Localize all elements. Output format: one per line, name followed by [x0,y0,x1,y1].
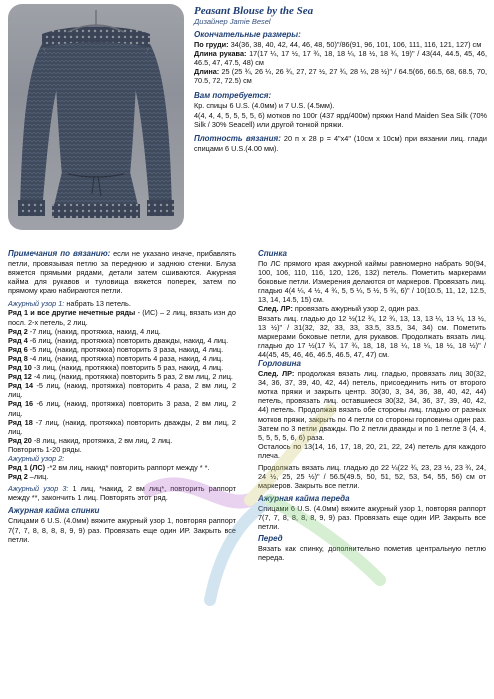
front-edge-text: Спицами 6 U.S. (4.0мм) вяжите ажурный узор 1, повторяя раппорт 7(7, 7, 8, 8, 8, 8, 9, 9) раз. Провязать еще один ИР. Закрыть все петли. [258,504,486,532]
lace2-row-1: Ряд 1 (ЛС) -*2 вм лиц, накид* повторить раппорт между * *. [8,463,210,473]
lace-row: Ряд 14 -5 лиц, (накид, протяжка) повторить 4 раза, 2 вм лиц, 2 лиц. [8,381,237,400]
front-edge-heading: Ажурная кайма переда [258,494,350,504]
materials-heading: Вам потребуется: [194,91,272,101]
right-column [258,249,486,562]
sleeve-length: Длина рукава: 17(17 ¼, 17 ½, 17 ¾, 18, 18 ¼, 18 ½, 18 ¾, 19)" / 43(44, 44.5, 45, 46, 46.5, 47, 47.5, 48) см [194,49,487,68]
chest-size: По груди: 34(36, 38, 40, 42, 44, 46, 48, 50)"/86(91, 96, 101, 106, 111, 116, 121, 127) см [194,40,482,49]
left-column [8,249,236,544]
gauge: Плотность вязания: 20 п x 28 р = 4"x4" (10см x 10см) при вязании лиц. глади спицами 6 U.S.(4.00 мм). [194,133,487,153]
lace-row: Ряд 8 -4 лиц, (накид, протяжка) повторить 4 раза, накид, 4 лиц. [8,353,224,363]
lace-row: Ряд 10 -3 лиц, (накид, протяжка) повторить 5 раз, накид, 4 лиц. [8,363,224,373]
lace-pattern-2-heading: Ажурный узор 2: [8,453,65,463]
lace-pattern-3: Ажурный узор 3: 1 лиц, *накид, 2 вм лиц*, повторить раппорт между **, закончить 1 лиц. Повторять этот ряд. [8,484,236,503]
neckline-paragraph-1: След. ЛР: продолжая вязать лиц. гладью, провязать лиц 30(32, 34, 36, 37, 39, 40, 42, 44) петель, присоединить нить от второго мотка пряжи и закрыть центр. 30(30, 3, 34, 36, 38, 40, 42, 44) петель, провязать лиц. оставшиеся 30(32, 34, 36, 37, 39, 40, 42, 44) петель. Продолжая вязать обе стороны лиц. гладью от разных мотков пряжи, закрыть по 4 петли со стороны горловины один раз. Затем по 3 петли дважды. По 2 петли дважды и по 1 петле 3 (4, 4, 5, 5, 5, 5, 6, 6) раза. [258,369,487,442]
blouse-photo [8,4,184,230]
neckline-heading: Горловина [258,359,301,369]
back-paragraph-3: Вязать лиц. гладью до 12 ½(12 ¾, 12 ¾, 13, 13, 13 ¼, 13 ¼, 13 ½, 13 ½)" / 31(32, 32, 33, 33, 33.5, 33.5, 34, 34) см. Пометить маркерами боковые петли, для рукавов. Продолжать вязать лиц. гладью до 17 ½(17 ¾, 17 ¾, 18, 18, 18 ¼, 18 ¼, 18 ½, 18 ½)" / 44(45, 45, 46, 46, 46.5, 46.5, 47, 47) см. [258,313,486,359]
lace-row: Ряд 2 -7 лиц, (накид, протяжка, накид, 4 лиц. [8,326,161,336]
pattern-title: Peasant Blouse by the Sea [194,5,314,17]
front-text: Вязать как спинку, дополнительно пометив центральную петлю переда. [258,543,486,562]
lace-row: Ряд 12 -4 лиц, (накид, протяжка) повторить 5 раз, 2 вм лиц, 2 лиц. [8,372,233,382]
lace-row: Ряд 20 -8 лиц, накид, протяжка, 2 вм лиц, 2 лиц. [8,435,173,445]
total-length: Длина: 25 (25 ¾, 26 ¼, 26 ¾, 27, 27 ½, 27 ¾, 28 ¼, 28 ½)" / 64.5(66, 66.5, 68, 68.5, 70, 70.5, 72, 72.5) см [194,67,487,86]
back-edge-heading: Ажурная кайма спинки [8,506,100,516]
back-edge-text: Спицами 6 U.S. (4.0мм) вяжите ажурный узор 1, повторяя раппорт 7(7, 7, 8, 8, 8, 8, 9, 9) раз. Провязать еще один ИР. Закрыть все петли. [8,516,236,544]
lace-row: Ряд 16 -6 лиц, (накид, протяжка) повторить 3 раза, 2 вм лиц, 2 лиц. [8,399,237,418]
sizes-heading: Окончательные размеры: [194,30,301,39]
front-heading: Перед [258,533,283,543]
back-paragraph-1: По ЛС прямого края ажурной каймы равномерно набрать 90(94, 100, 106, 110, 116, 120, 126, 132) петель. Пометить маркерами боковые петли. Измерения делаются от маркеров. Провязать лиц. гладью 4(4 ¼, 4 ½, 4 ¾, 5, 5 ¼, 5 ½, 5 ¾, 6)" / 10(10.5, 11, 12, 12.5, 13, 14, 14.5, 15) см. [258,259,486,305]
repeat-note: Повторить 1-20 ряды. [8,444,82,454]
lace-row: Ряд 18 -7 лиц, (накид, протяжка) повторить дважды, 2 вм лиц, 2 лиц. [8,417,236,436]
neckline-paragraph-3: Продолжать вязать лиц. гладью до 22 ¼(22 ¾, 23, 23 ½, 23 ¾, 24, 24 ½, 25, 25 ½)" / 56.5(49.5, 50, 51, 52, 53, 54, 55, 56) см от маркеров. Закрыть все петли. [258,462,486,491]
designer-credit: Дизайнер Jamie Besel [194,17,271,26]
lace2-row-2: Ряд 2 –лиц. [8,472,49,482]
lace-row: Ряд 4 -6 лиц, (накид, протяжка) повторить дважды, накид, 4 лиц. [8,335,229,345]
knitting-notes: Примечания по вязанию: если не указано иначе, прибавлять петли, провязывая петлю за переднюю и заднюю стенки. Блуза вяжется прямыми рядами, детали затем сшиваются. Ажурная кайма для рукавов и туловища вяжется поперек, затем по прямому краю набираются петли. [8,249,236,296]
yarn-text: 4(4, 4, 4, 5, 5, 5, 5, 6) мотков по 100г (437 ярд/400м) пряжи Hand Maiden Sea Silk (70% Silk / 30% Seacell) или другой тонкой пряжи. [194,110,487,129]
lace-row: Ряд 6 -5 лиц, (накид, протяжка) повторить 3 раза, накид, 4 лиц. [8,344,224,354]
back-heading: Спинка [258,249,287,258]
needles-text: Кр. спицы 6 U.S. (4.0мм) и 7 U.S. (4.5мм). [194,101,335,111]
lace-pattern-1-intro: Ажурный узор 1: набрать 13 петель. [8,299,131,309]
blouse-illustration [8,4,184,230]
lace-row: Ряд 1 и все другие нечетные ряды - (ИС) – 2 лиц, вязать изн до посл. 2-х петель, 2 лиц. [8,308,236,327]
pattern-header [194,5,487,153]
neckline-paragraph-2: Осталось по 13(14, 16, 17, 18, 20, 21, 22, 24) петель для каждого плеча. [258,441,486,460]
back-paragraph-2: След. ЛР: провязать ажурный узор 2, один раз. [258,304,421,314]
